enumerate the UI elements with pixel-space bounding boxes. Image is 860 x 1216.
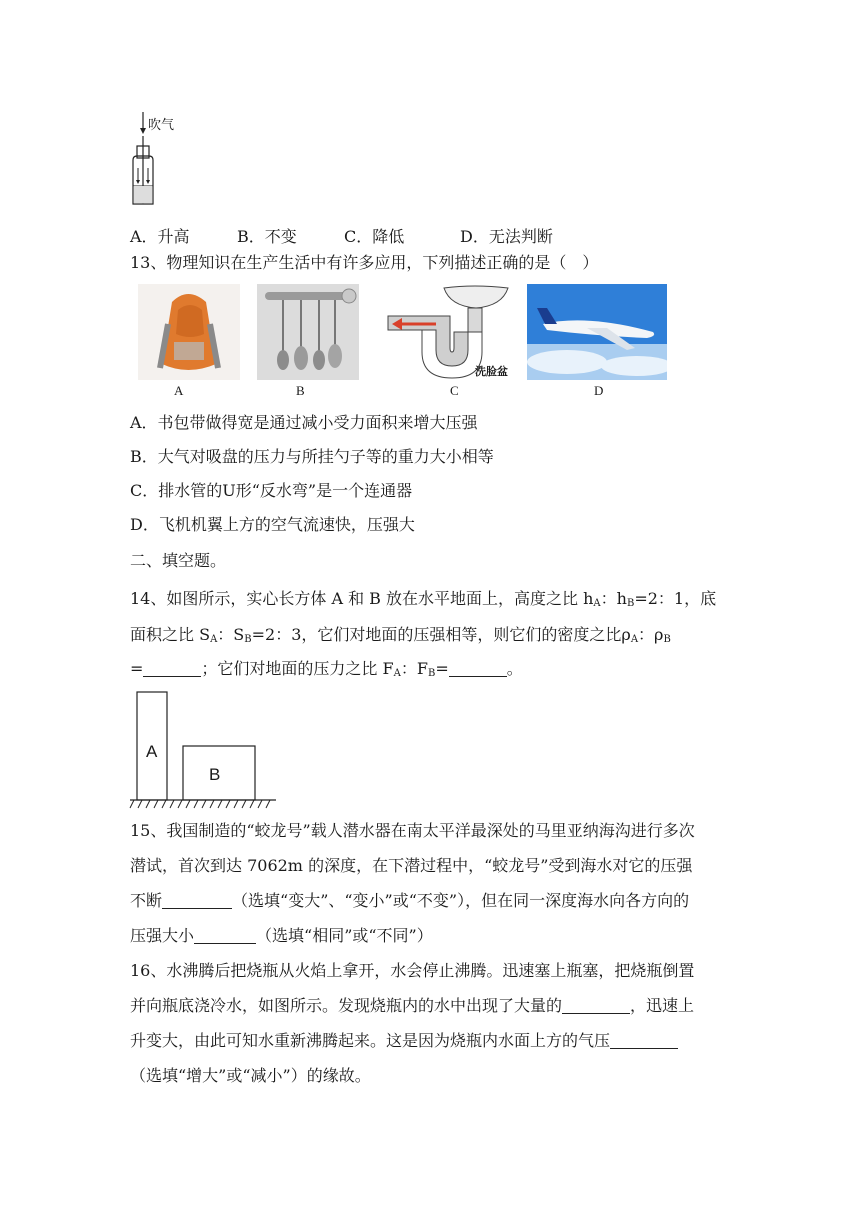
q14-line-1: 14、如图所示，实心长方体 A 和 B 放在水平地面上，高度之比 $h_A$：$h_B=2$：1，底 bbox=[130, 589, 717, 609]
q13-option-d: D．飞机机翼上方的空气流速快，压强大 bbox=[130, 515, 415, 534]
q13-option-b: B．大气对吸盘的压力与所挂勺子等的重力大小相等 bbox=[130, 447, 494, 466]
answer-blank[interactable] bbox=[449, 660, 507, 677]
caption-c: C bbox=[450, 383, 459, 398]
q12-option-c: C．降低 bbox=[344, 227, 405, 246]
q12-option-a: A．升高 bbox=[130, 227, 190, 246]
q15-line-2: 潜试，首次到达 7062m 的深度，在下潜过程中，“蛟龙号”受到海水对它的压强 bbox=[130, 856, 693, 875]
answer-blank[interactable] bbox=[610, 1032, 678, 1049]
answer-blank[interactable] bbox=[143, 660, 201, 677]
caption-a: A bbox=[174, 383, 184, 398]
q14-line-3: = ；它们对地面的压力之比 $F_A$：$F_B=$ 。 bbox=[130, 659, 523, 679]
q13-stem: 13、物理知识在生产生活中有许多应用，下列描述正确的是（ ） bbox=[130, 253, 599, 272]
section-heading: 二、填空题。 bbox=[130, 551, 227, 570]
q16-line-4: （选填“增大”或“减小”）的缘故。 bbox=[130, 1066, 371, 1085]
sink-label: 洗脸盆 bbox=[475, 365, 508, 378]
answer-blank[interactable] bbox=[562, 997, 630, 1014]
q13-option-c: C．排水管的U形“反水弯”是一个连通器 bbox=[130, 481, 413, 500]
q16-line-1: 16、水沸腾后把烧瓶从火焰上拿开，水会停止沸腾。迅速塞上瓶塞，把烧瓶倒置 bbox=[130, 961, 695, 980]
q15-line-1: 15、我国制造的“蛟龙号”载人潜水器在南太平洋最深处的马里亚纳海沟进行多次 bbox=[130, 821, 695, 840]
q15-line-4: 压强大小 （选填“相同”或“不同”） bbox=[130, 926, 433, 945]
q13-option-a: A．书包带做得宽是通过减小受力面积来增大压强 bbox=[130, 413, 478, 432]
q16-line-3: 升变大，由此可知水重新沸腾起来。这是因为烧瓶内水面上方的气压 bbox=[130, 1030, 678, 1052]
spoon-rack-image bbox=[257, 284, 359, 380]
answer-blank[interactable] bbox=[162, 892, 232, 909]
q15-line-3: 不断 （选填“变大”、“变小”或“不变”），但在同一深度海水向各方向的 bbox=[130, 891, 690, 910]
q14-line-2: 面积之比 $S_A$：$S_B=2$：3，它们对地面的压强相等，则它们的密度之比$\rho_A$：$\rho_B$ bbox=[130, 625, 671, 645]
caption-d: D bbox=[594, 383, 604, 398]
block-a-label: A bbox=[146, 742, 158, 761]
q16-line-2: 并向瓶底浇冷水，如图所示。发现烧瓶内的水中出现了大量的 ，迅速上 bbox=[130, 996, 695, 1015]
blow-label: 吹气 bbox=[148, 118, 175, 133]
airplane-image bbox=[527, 284, 667, 380]
q12-option-d: D．无法判断 bbox=[460, 227, 553, 246]
block-b-label: B bbox=[209, 765, 221, 784]
q12-option-b: B．不变 bbox=[237, 227, 297, 246]
backpack-image bbox=[138, 284, 240, 380]
caption-b: B bbox=[296, 383, 305, 398]
answer-blank[interactable] bbox=[194, 927, 256, 944]
